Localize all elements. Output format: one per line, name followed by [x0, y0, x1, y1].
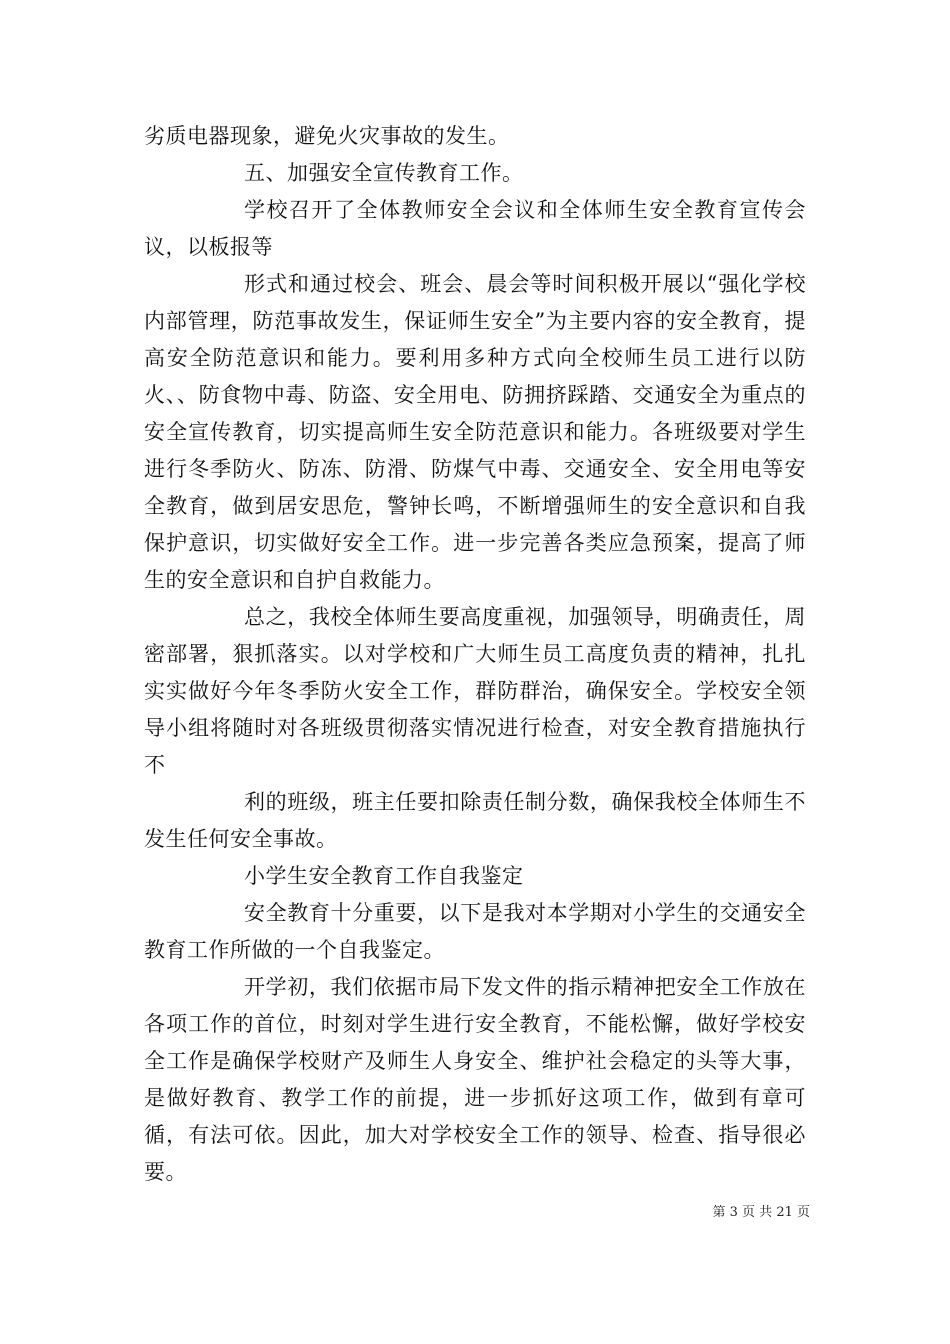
paragraph: 开学初，我们依据市局下发文件的指示精神把安全工作放在各项工作的首位，时刻对学生进行安全教育，不能松懈，做好学校安全工作是确保学校财产及师生人身安全、维护社会稳定的头等大事，是做好教育、教学工作的前提，进一步抓好这项工作，做到有章可循，有法可依。因此，加大对学校安全工作的领导、检查、指导很必要。: [144, 975, 806, 1184]
paragraph-continuation: 劣质电器现象，避免火灾事故的发生。: [144, 124, 510, 148]
paragraph: 总之，我校全体师生要高度重视，加强领导，明确责任，周密部署，狠抓落实。以对学校和广大师生员工高度负责的精神，扎扎实实做好今年冬季防火安全工作，群防群治，确保安全。学校安全领导小组将随时对各班级贯彻落实情况进行检查，对安全教育措施执行不: [144, 605, 806, 777]
paragraph: 形式和通过校会、班会、晨会等时间积极开展以“强化学校内部管理，防范事故发生，保证师生安全”为主要内容的安全教育，提高安全防范意识和能力。要利用多种方式向全校师生员工进行以防火、、防食物中毒、防盗、安全用电、防拥挤踩踏、交通安全为重点的安全宣传教育，切实提高师生安全防范意识和能力。各班级要对学生进行冬季防火、防冻、防滑、防煤气中毒、交通安全、安全用电等安全教育，做到居安思危，警钟长鸣，不断增强师生的安全意识和自我保护意识，切实做好安全工作。进一步完善各类应急预案，提高了师生的安全意识和自护自救能力。: [144, 272, 806, 592]
document-body: [144, 118, 806, 1191]
paragraph: 安全教育十分重要，以下是我对本学期对小学生的交通安全教育工作所做的一个自我鉴定。: [144, 901, 806, 962]
article-title: 小学生安全教育工作自我鉴定: [244, 864, 524, 888]
paragraph: 利的班级，班主任要扣除责任制分数，确保我校全体师生不发生任何安全事故。: [144, 790, 806, 851]
page-number-footer: 第 3 页 共 21 页: [712, 1205, 810, 1220]
section-heading: 五、加强安全宣传教育工作。: [244, 161, 524, 185]
paragraph: 学校召开了全体教师安全会议和全体师生安全教育宣传会议，以板报等: [144, 198, 806, 259]
